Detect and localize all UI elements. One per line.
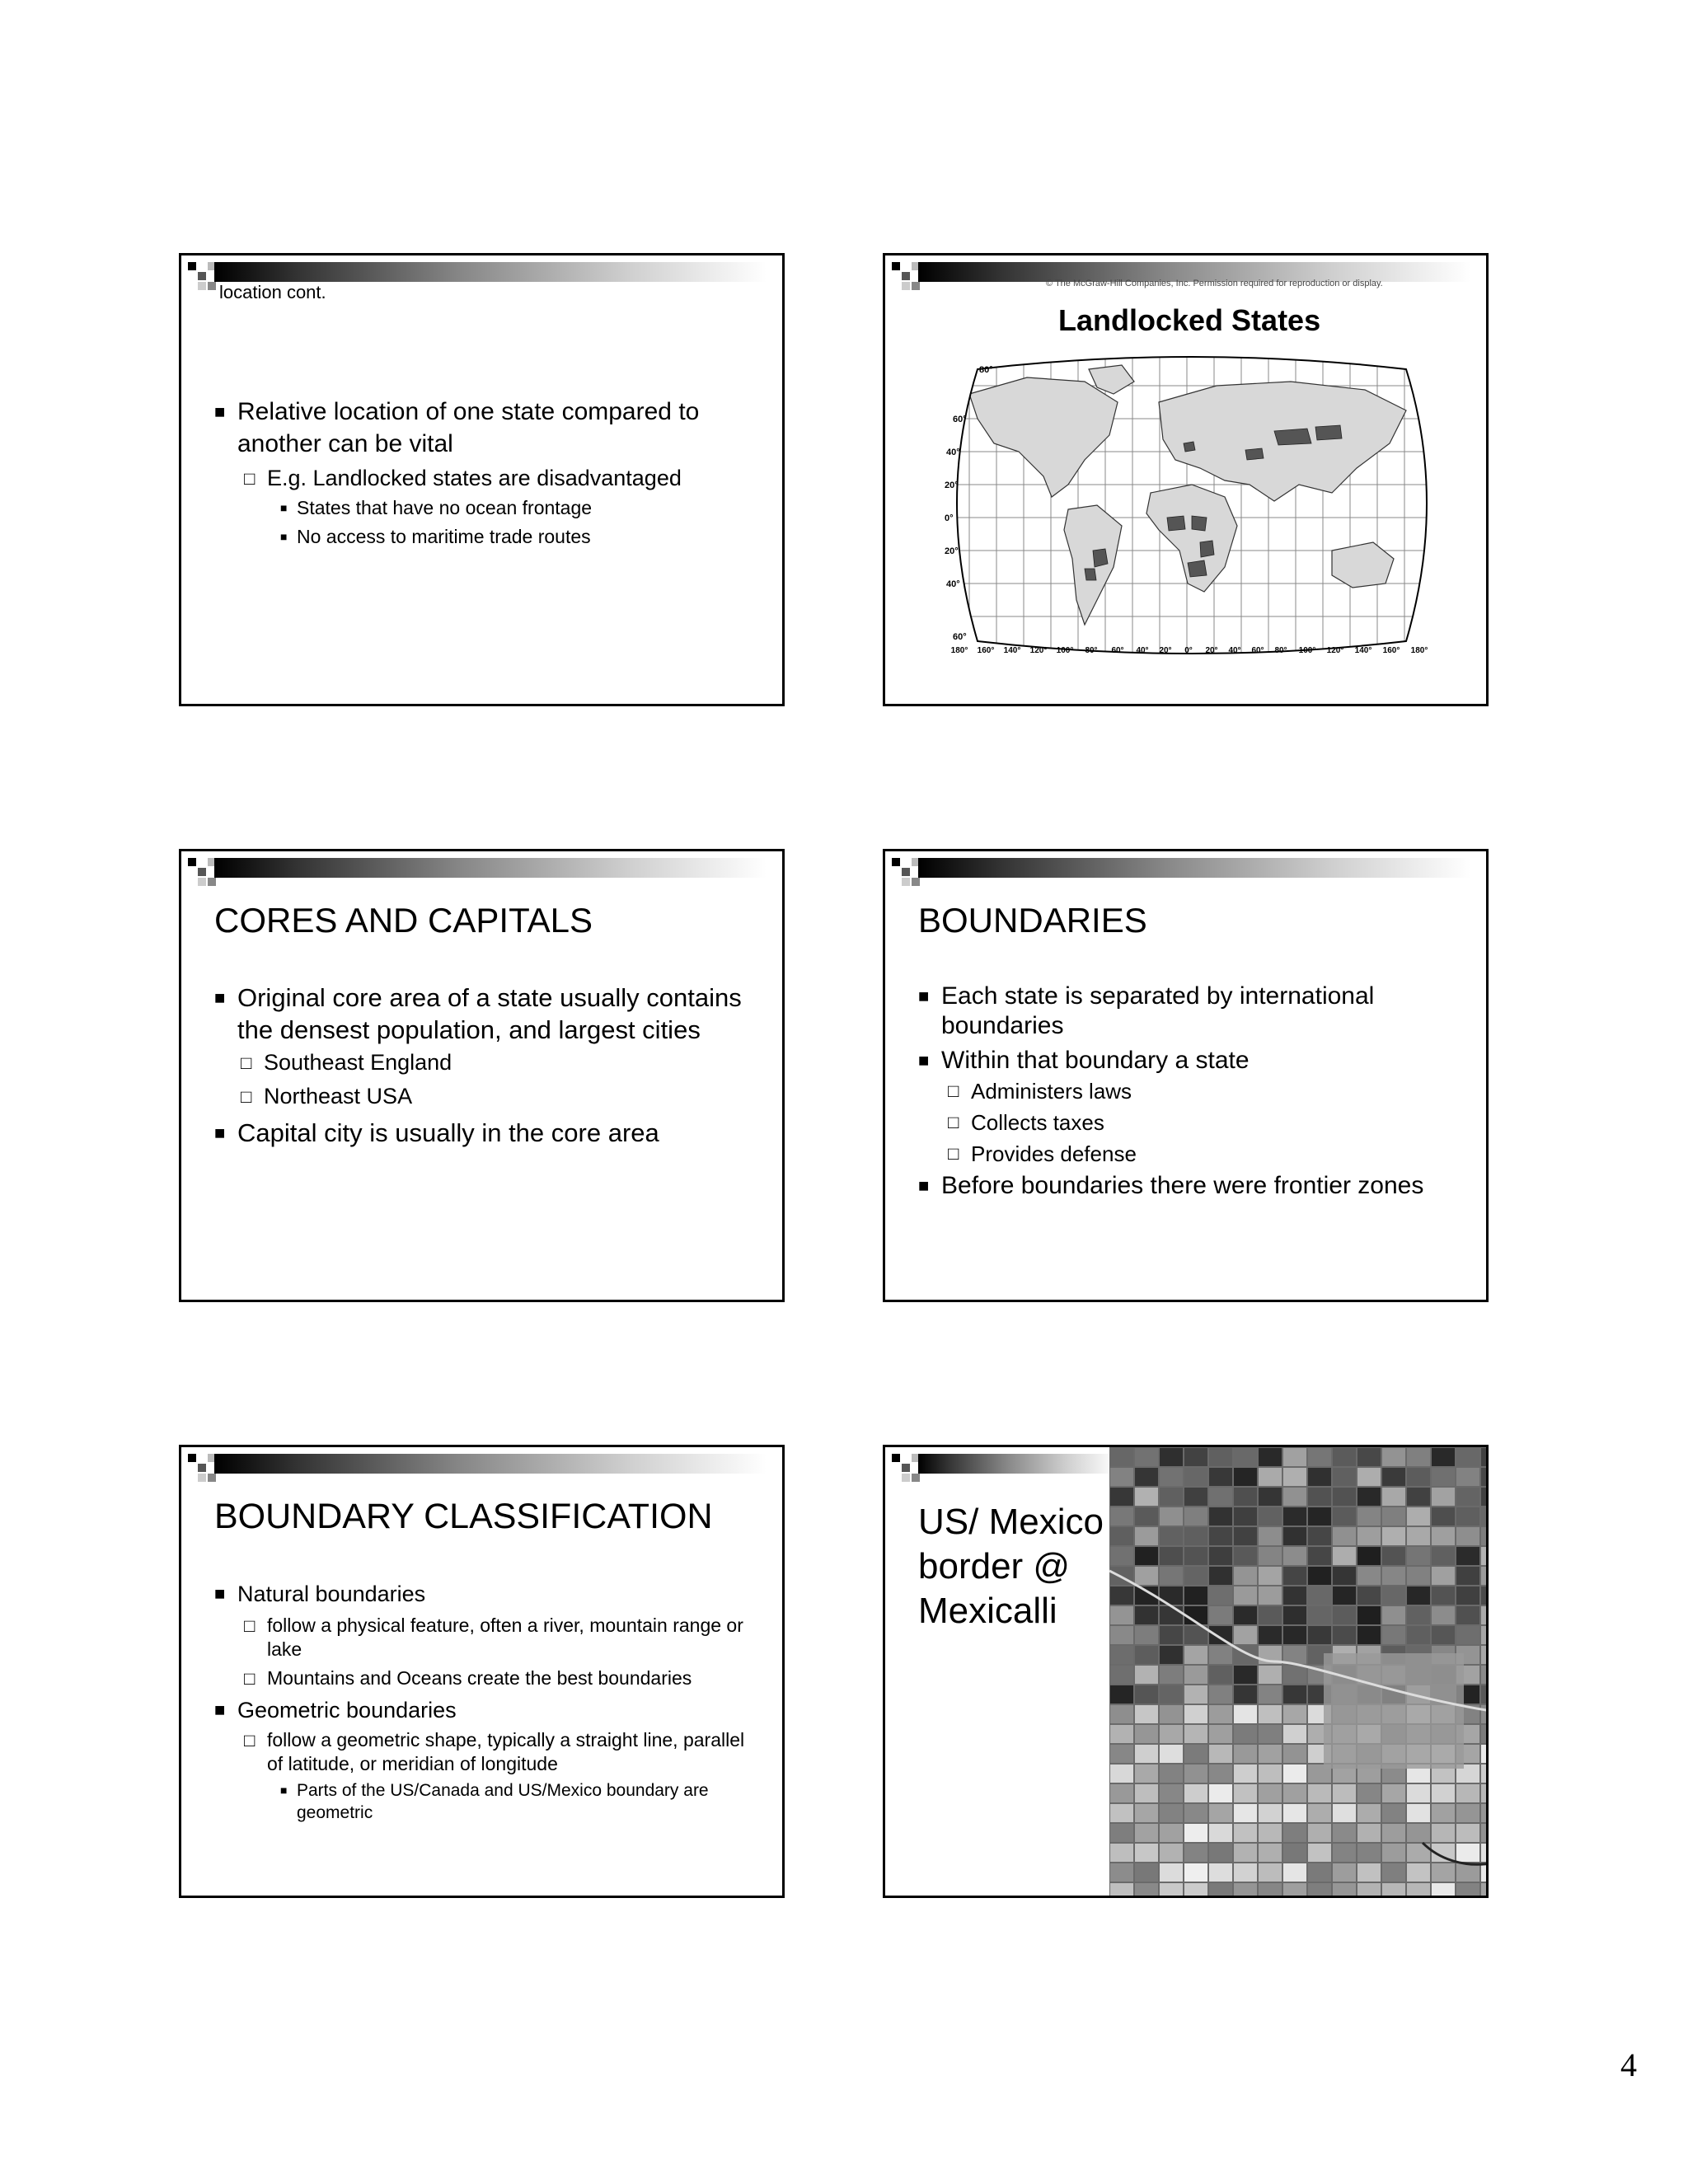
bullet-list	[214, 1579, 749, 1824]
svg-text:180°: 180°	[1410, 646, 1428, 655]
bullet-list	[918, 982, 1453, 1201]
svg-text:160°: 160°	[977, 646, 995, 655]
bullet: ■ Original core area of a state usually contains the densest population, and largest cities	[214, 982, 749, 1046]
lat-label: 60°	[953, 632, 967, 642]
sub-bullet: □ follow a physical feature, often a river, mountain range or lake	[244, 1614, 749, 1661]
lat-label: 0°	[945, 513, 954, 523]
svg-text:60°: 60°	[1251, 646, 1264, 655]
svg-text:0°: 0°	[1184, 646, 1193, 655]
slide-title: location cont.	[219, 282, 326, 302]
title-gradient-bar	[214, 858, 767, 878]
bullet: ■ Each state is separated by international boundaries	[918, 982, 1453, 1041]
slide-boundary-classification	[179, 1445, 785, 1898]
slide-title: CORES AND CAPITALS	[214, 901, 593, 940]
svg-text:120°: 120°	[1326, 646, 1344, 655]
sub-sub-bullet: ■ No access to maritime trade routes	[280, 523, 749, 551]
map-title: Landlocked States	[1058, 303, 1321, 337]
slide-title: BOUNDARIES	[918, 901, 1147, 940]
svg-text:140°: 140°	[1003, 646, 1021, 655]
svg-text:120°: 120°	[1029, 646, 1048, 655]
sub-bullet: □ Northeast USA	[241, 1080, 749, 1113]
svg-text:60°: 60°	[1111, 646, 1124, 655]
lat-label: 20°	[945, 480, 959, 490]
svg-text:80°: 80°	[1085, 646, 1098, 655]
svg-text:160°: 160°	[1382, 646, 1400, 655]
lat-label: 40°	[946, 579, 960, 589]
copyright-notice: © The McGraw-Hill Companies, Inc. Permission required for reproduction or display.	[1046, 279, 1383, 288]
page-number: 4	[1620, 2046, 1637, 2083]
sub-bullet: □ Mountains and Oceans create the best boundaries	[244, 1666, 749, 1690]
lat-label: 20°	[945, 546, 959, 556]
slide-cores-and-capitals	[179, 849, 785, 1302]
slide-us-mexico-border	[883, 1445, 1489, 1898]
svg-text:20°: 20°	[1159, 646, 1172, 655]
sub-bullet: □ E.g. Landlocked states are disadvantaged	[244, 463, 749, 494]
title-gradient-bar	[918, 1454, 1116, 1474]
slide-landlocked-states	[883, 253, 1489, 706]
sub-bullet: □ Southeast England	[241, 1046, 749, 1080]
lat-label: 80°	[979, 365, 993, 375]
sub-sub-bullet: ■ States that have no ocean frontage	[280, 494, 749, 523]
sub-bullet: □ Collects taxes	[948, 1107, 1453, 1138]
svg-text:140°: 140°	[1354, 646, 1372, 655]
bullet: ■ Within that boundary a state	[918, 1046, 1453, 1076]
sub-bullet: □ Administers laws	[948, 1076, 1453, 1107]
svg-text:100°: 100°	[1056, 646, 1074, 655]
bullet-list	[214, 982, 749, 1149]
bullet: ■ Natural boundaries	[214, 1579, 749, 1609]
svg-text:80°: 80°	[1274, 646, 1287, 655]
svg-text:20°: 20°	[1205, 646, 1218, 655]
bullet: ■ Capital city is usually in the core area	[214, 1117, 749, 1149]
lat-label: 60°	[953, 415, 967, 424]
title-gradient-bar	[214, 262, 767, 282]
satellite-image	[1109, 1447, 1489, 1898]
sub-sub-bullet: ■ Parts of the US/Canada and US/Mexico boundary are geometric	[280, 1779, 749, 1824]
svg-text:40°: 40°	[1228, 646, 1241, 655]
svg-text:180°: 180°	[950, 646, 968, 655]
sub-bullet: □ Provides defense	[948, 1138, 1453, 1169]
sub-bullet: □ follow a geometric shape, typically a straight line, parallel of latitude, or meridian of longitude	[244, 1728, 749, 1776]
slide-boundaries	[883, 849, 1489, 1302]
svg-text:100°: 100°	[1298, 646, 1316, 655]
bullet: ■ Geometric boundaries	[214, 1695, 749, 1725]
title-gradient-bar	[918, 858, 1470, 878]
bullet: ■ Before boundaries there were frontier zones	[918, 1171, 1453, 1201]
slide-location-cont	[179, 253, 785, 706]
slide-title: US/ Mexico border @ Mexicalli	[918, 1502, 1104, 1631]
world-map	[945, 353, 1439, 658]
slide-title: BOUNDARY CLASSIFICATION	[214, 1497, 713, 1536]
lat-label: 40°	[946, 448, 960, 457]
bullet-list	[214, 396, 749, 551]
svg-text:40°: 40°	[1136, 646, 1149, 655]
title-gradient-bar	[214, 1454, 767, 1474]
bullet: ■ Relative location of one state compared to another can be vital	[214, 396, 749, 460]
